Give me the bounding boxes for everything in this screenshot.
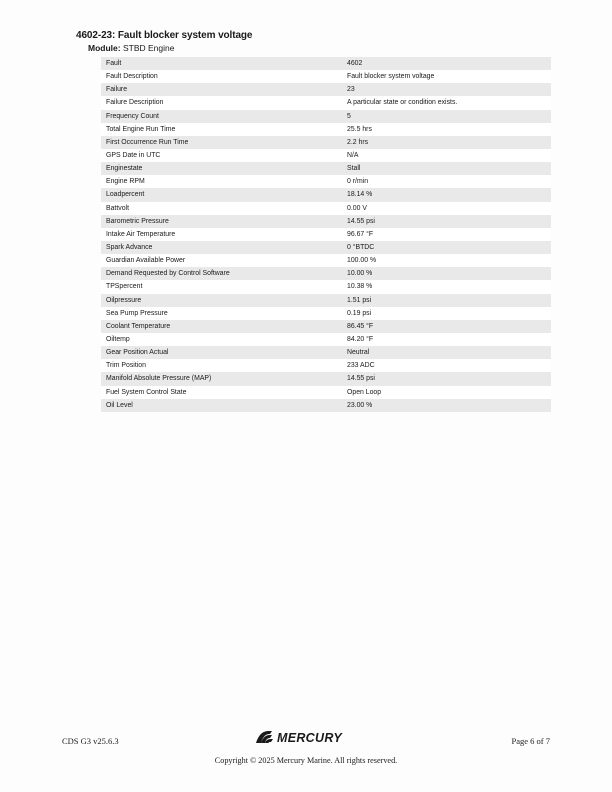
module-line: [88, 43, 174, 53]
table-row: [101, 162, 551, 175]
table-row: [101, 399, 551, 412]
row-value: 0 r/min: [342, 175, 551, 188]
brand-name: MERCURY: [277, 730, 343, 745]
table-row: [101, 346, 551, 359]
row-value: 84.20 °F: [342, 333, 551, 346]
row-value: 4602: [342, 57, 551, 70]
table-row: [101, 333, 551, 346]
table-row: [101, 149, 551, 162]
table-row: [101, 188, 551, 201]
module-value: STBD Engine: [122, 43, 175, 53]
row-value: 0 °BTDC: [342, 241, 551, 254]
table-row: [101, 280, 551, 293]
row-label: Fault: [101, 57, 342, 70]
row-value: 10.00 %: [342, 267, 551, 280]
table-row: [101, 57, 551, 70]
row-value: 86.45 °F: [342, 320, 551, 333]
row-value: 96.67 °F: [342, 228, 551, 241]
row-label: Trim Position: [101, 359, 342, 372]
row-label: Intake Air Temperature: [101, 228, 342, 241]
row-label: Oilpressure: [101, 294, 342, 307]
table-row: [101, 123, 551, 136]
row-label: First Occurrence Run Time: [101, 136, 342, 149]
row-value: 23: [342, 83, 551, 96]
row-value: 100.00 %: [342, 254, 551, 267]
row-label: Oil Level: [101, 399, 342, 412]
row-label: Enginestate: [101, 162, 342, 175]
row-label: Battvolt: [101, 202, 342, 215]
copyright-notice: Copyright © 2025 Mercury Marine. All rights reserved.: [214, 756, 398, 765]
table-row: [101, 228, 551, 241]
row-value: 14.55 psi: [342, 215, 551, 228]
row-label: Spark Advance: [101, 241, 342, 254]
row-label: Sea Pump Pressure: [101, 307, 342, 320]
module-label: Module:: [88, 43, 121, 53]
page-title: 4602-23: Fault blocker system voltage: [76, 30, 253, 41]
mercury-logo: [254, 730, 342, 745]
table-row: [101, 215, 551, 228]
table-row: [101, 267, 551, 280]
row-label: Failure: [101, 83, 342, 96]
row-value: Open Loop: [342, 386, 551, 399]
table-row: [101, 254, 551, 267]
table-row: [101, 202, 551, 215]
row-value: 0.00 V: [342, 202, 551, 215]
table-row: [101, 359, 551, 372]
table-row: [101, 136, 551, 149]
table-row: [101, 307, 551, 320]
table-row: [101, 372, 551, 385]
row-value: Fault blocker system voltage: [342, 70, 551, 83]
row-value: 233 ADC: [342, 359, 551, 372]
row-label: Fault Description: [101, 70, 342, 83]
row-label: Manifold Absolute Pressure (MAP): [101, 372, 342, 385]
row-label: GPS Date in UTC: [101, 149, 342, 162]
software-version: CDS G3 v25.6.3: [62, 736, 119, 746]
row-value: 10.38 %: [342, 280, 551, 293]
row-value: 2.2 hrs: [342, 136, 551, 149]
row-label: Barometric Pressure: [101, 215, 342, 228]
row-label: Frequency Count: [101, 110, 342, 123]
row-value: Stall: [342, 162, 551, 175]
row-value: N/A: [342, 149, 551, 162]
row-value: 25.5 hrs: [342, 123, 551, 136]
row-label: Fuel System Control State: [101, 386, 342, 399]
row-label: Engine RPM: [101, 175, 342, 188]
table-row: [101, 386, 551, 399]
row-value: Neutral: [342, 346, 551, 359]
table-row: [101, 241, 551, 254]
row-value: A particular state or condition exists.: [342, 96, 551, 109]
row-value: 18.14 %: [342, 188, 551, 201]
row-label: TPSpercent: [101, 280, 342, 293]
row-label: Total Engine Run Time: [101, 123, 342, 136]
row-label: Loadpercent: [101, 188, 342, 201]
row-value: 1.51 psi: [342, 294, 551, 307]
row-value: 23.00 %: [342, 399, 551, 412]
row-value: 0.19 psi: [342, 307, 551, 320]
page-number: Page 6 of 7: [511, 736, 550, 746]
row-value: 5: [342, 110, 551, 123]
table-row: [101, 294, 551, 307]
row-label: Gear Position Actual: [101, 346, 342, 359]
table-row: [101, 320, 551, 333]
row-label: Demand Requested by Control Software: [101, 267, 342, 280]
row-label: Guardian Available Power: [101, 254, 342, 267]
table-row: [101, 110, 551, 123]
table-row: [101, 83, 551, 96]
row-label: Oiltemp: [101, 333, 342, 346]
row-value: 14.55 psi: [342, 372, 551, 385]
table-row: [101, 175, 551, 188]
mercury-logo-icon: [254, 730, 274, 745]
table-row: [101, 70, 551, 83]
fault-detail-table: [101, 57, 551, 412]
row-label: Coolant Temperature: [101, 320, 342, 333]
table-row: [101, 96, 551, 109]
row-label: Failure Description: [101, 96, 342, 109]
